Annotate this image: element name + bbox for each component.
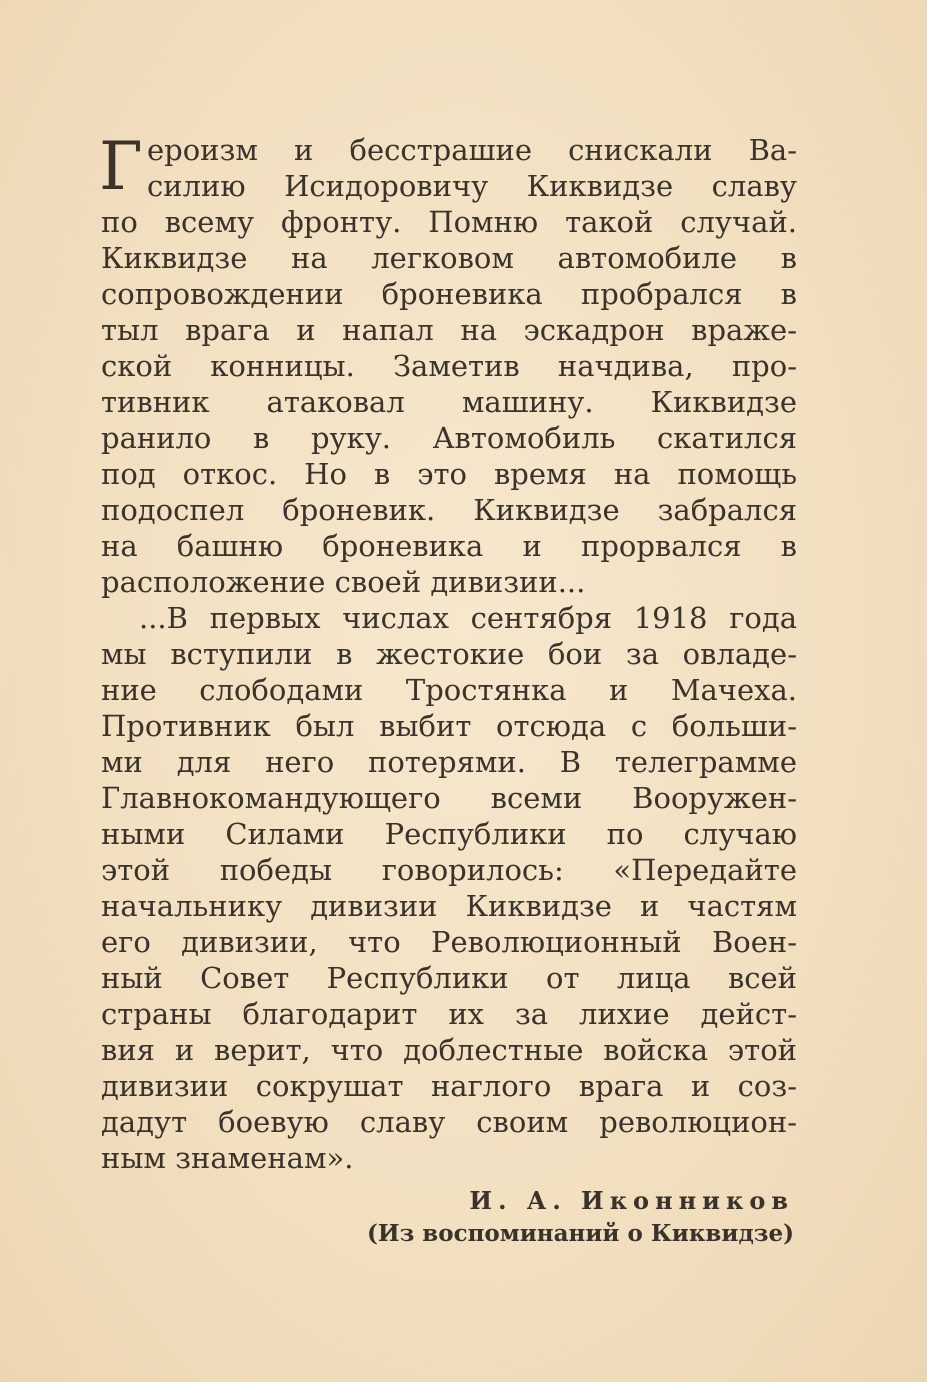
- drop-cap: Г: [99, 128, 143, 205]
- text-line: подоспел броневик. Киквидзе забрался: [101, 493, 797, 527]
- text-line: ми для него потерями. В телеграмме: [101, 745, 797, 779]
- text-line: этой победы говорилось: «Передайте: [101, 853, 797, 887]
- text-line: тивник атаковал машину. Киквидзе: [101, 385, 797, 419]
- source-note: (Из воспоминаний о Киквидзе): [366, 1220, 794, 1247]
- text-line: дадут боевую славу своим революцион-: [101, 1105, 797, 1139]
- text-line: ный Совет Республики от лица всей: [101, 961, 797, 995]
- text-line: ской конницы. Заметив начдива, про-: [101, 349, 797, 383]
- text-line: Киквидзе на легковом автомобиле в: [101, 241, 797, 275]
- text-line: вия и верит, что доблестные войска этой: [101, 1033, 797, 1067]
- text-line: дивизии сокрушат наглого врага и соз-: [101, 1069, 797, 1103]
- article-text: [99, 128, 797, 1176]
- text-line: ным знаменам».: [101, 1141, 354, 1175]
- text-line: тыл врага и напал на эскадрон враже-: [101, 313, 797, 347]
- text-line: под откос. Но в это время на помощь: [101, 457, 797, 491]
- text-line: ние слободами Тростянка и Мачеха.: [101, 673, 797, 707]
- text-line: ными Силами Республики по случаю: [101, 817, 797, 851]
- text-line: Противник был выбит отсюда с больши-: [101, 709, 797, 743]
- text-line: начальнику дивизии Киквидзе и частям: [101, 889, 797, 923]
- text-line: на башню броневика и прорвался в: [101, 529, 797, 563]
- text-line: страны благодарит их за лихие дейст-: [101, 997, 797, 1031]
- text-line: ранило в руку. Автомобиль скатился: [101, 421, 797, 455]
- text-line: силию Исидоровичу Киквидзе славу: [147, 169, 797, 203]
- text-line: сопровождении броневика пробрался в: [101, 277, 797, 311]
- text-line: его дивизии, что Революционный Воен-: [101, 925, 797, 959]
- paragraph-2: [101, 600, 797, 1176]
- text-line: Главнокомандующего всеми Вооружен-: [101, 781, 797, 815]
- text-line: мы вступили в жестокие бои за овладе-: [101, 637, 797, 671]
- attribution: [367, 1184, 794, 1250]
- text-line: по всему фронту. Помню такой случай.: [101, 205, 797, 239]
- paragraph-1: [99, 128, 797, 600]
- text-line: ероизм и бесстрашие снискали Ва-: [147, 133, 797, 167]
- text-line: расположение своей дивизии...: [101, 565, 586, 599]
- author-name: И. А. Иконников: [469, 1186, 794, 1215]
- text-line: ...В первых числах сентября 1918 года: [139, 601, 797, 635]
